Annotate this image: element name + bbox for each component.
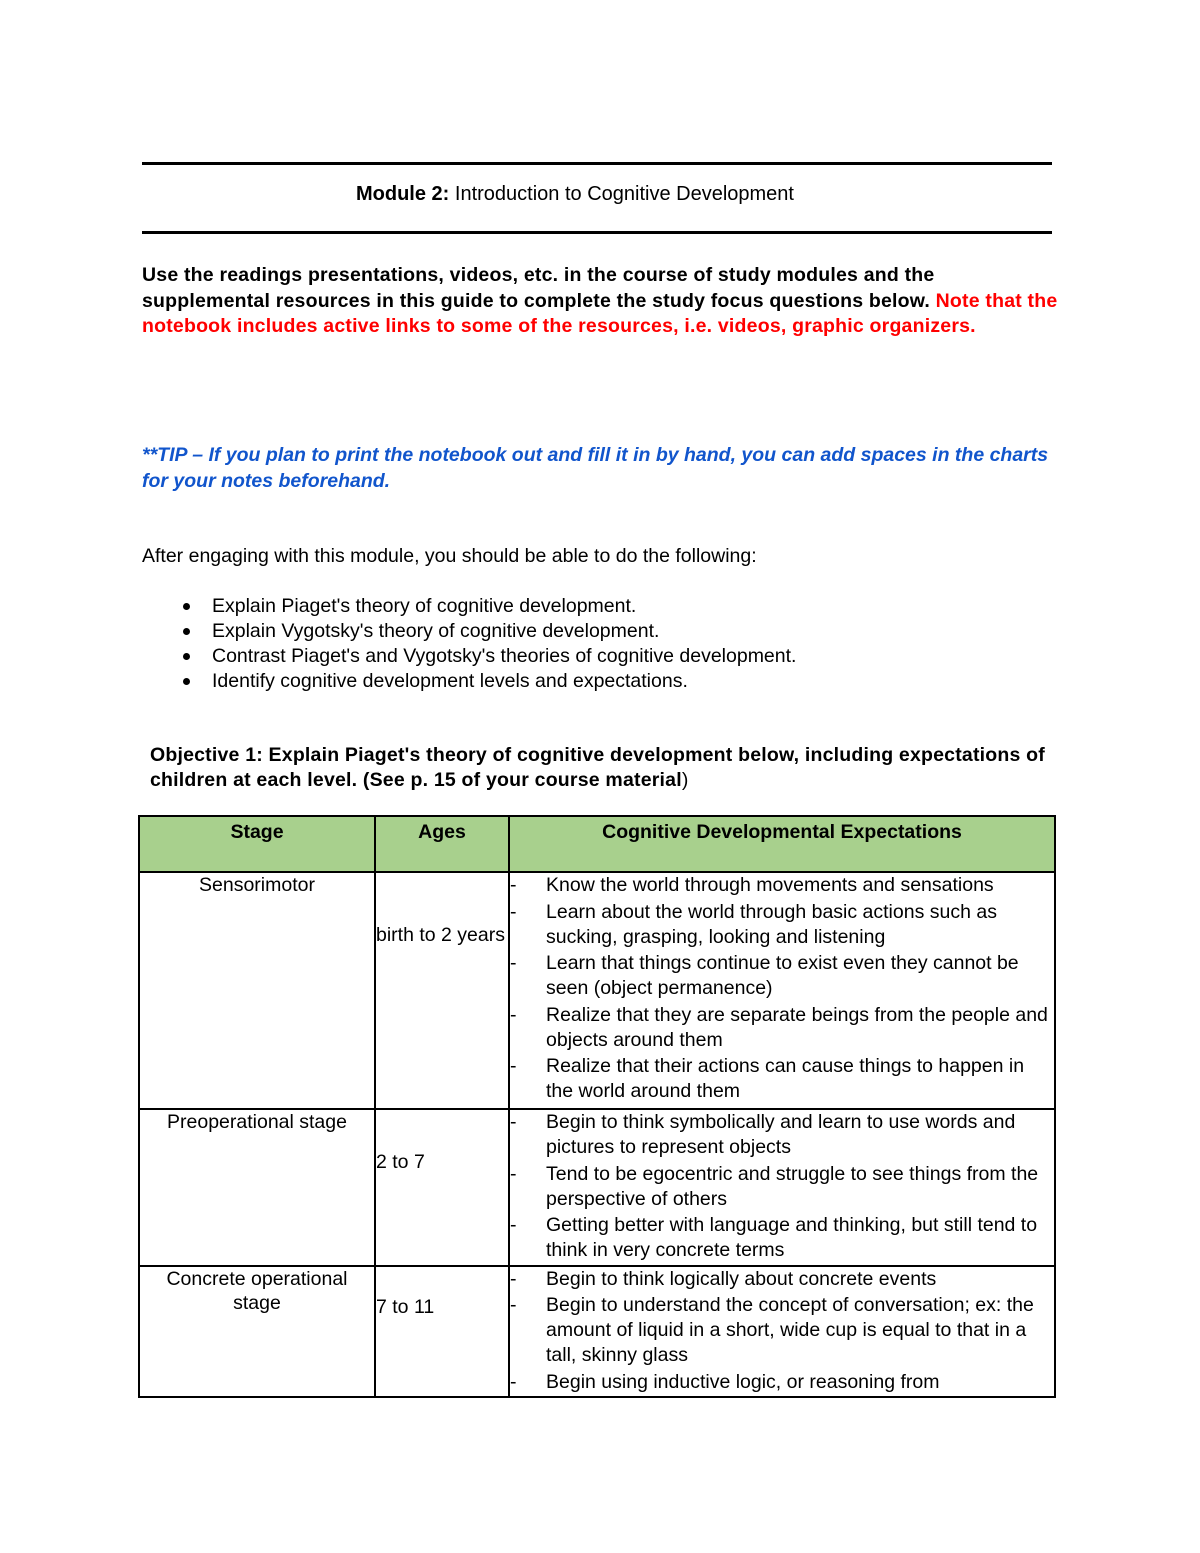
outcomes-list [142,594,1062,694]
list-item [142,669,1062,694]
list-item [510,1370,1054,1395]
table-row [139,1109,1055,1266]
list-item [510,900,1054,950]
list-item [510,1162,1054,1212]
intro-note: Note that the notebook includes active links to some of the resources, i.e. videos, graphic organizers. [142,289,1058,337]
tip-paragraph: **TIP – If you plan to print the notebook out and fill it in by hand, you can add spaces in the charts for your notes beforehand. [142,444,1049,492]
column-header-expectations: Cognitive Developmental Expectations [509,816,1055,872]
dash-marker: - [510,1294,517,1316]
outcome-text: Explain Vygotsky's theory of cognitive development. [212,620,660,642]
expectation-text: Learn about the world through basic actions such as sucking, grasping, looking and listening [546,900,997,948]
dash-marker: - [510,1267,517,1290]
ages-cell: 7 to 11 [375,1266,509,1398]
expectation-text: Begin to think logically about concrete events [546,1267,937,1290]
table-header-row [139,816,1055,872]
list-item [510,951,1054,1001]
objective-close: ) [681,769,689,791]
expectations-list [510,1267,1054,1395]
list-item [510,1267,1054,1292]
outcome-text: Explain Piaget's theory of cognitive development. [212,595,637,617]
dash-marker: - [510,952,517,974]
dash-marker: - [510,1055,517,1077]
expectation-text: Begin using inductive logic, or reasoning from [546,1370,940,1393]
stage-cell: Concrete operational stage [139,1266,375,1398]
dash-marker: - [510,1003,517,1026]
dash-marker: - [510,900,517,923]
expectation-text: Realize that they are separate beings from the people and objects around them [546,1003,1048,1051]
stage-cell: Preoperational stage [139,1109,375,1266]
top-rule [142,162,1052,165]
dash-marker: - [510,1214,517,1236]
expectation-text: Begin to think symbolically and learn to use words and pictures to represent objects [546,1111,1016,1158]
list-item [142,594,1062,619]
list-item [510,873,1054,898]
expectation-text: Begin to understand the concept of conversation; ex: the amount of liquid in a short, wide cup is equal to that in a tall, skinny glass [546,1294,1034,1366]
dash-marker: - [510,1111,517,1133]
expectation-text: Realize that their actions can cause things to happen in the world around them [546,1055,1025,1102]
list-item [510,1213,1054,1263]
bullet-icon [183,653,190,660]
expectations-list [510,873,1054,1104]
expectations-cell [509,872,1055,1109]
intro-text: Use the readings presentations, videos, etc. in the course of study modules and the supplemental resources in this guide to complete the study focus questions below. [142,264,936,312]
dash-marker: - [510,1370,517,1393]
stage-cell: Sensorimotor [139,872,375,1109]
expectation-text: Tend to be egocentric and struggle to see things from the perspective of others [546,1162,1039,1210]
intro-paragraph [142,263,1062,340]
bullet-icon [183,628,190,635]
list-item [510,1110,1054,1160]
outcome-text: Identify cognitive development levels and expectations. [212,670,688,692]
list-item [142,644,1062,669]
list-item [510,1293,1054,1368]
ages-cell: 2 to 7 [375,1109,509,1266]
dash-marker: - [510,874,517,896]
module-name: Introduction to Cognitive Development [449,183,794,205]
column-header-ages: Ages [375,816,509,872]
outcome-text: Contrast Piaget's and Vygotsky's theories of cognitive development. [212,645,797,667]
objective-text: Objective 1: Explain Piaget's theory of cognitive development below, including expectations of children at each level. (See p. 15 of your course material [150,744,1045,791]
outcomes-lead: After engaging with this module, you should be able to do the following: [142,545,757,567]
dash-marker: - [510,1162,517,1185]
bullet-icon [183,678,190,685]
expectation-text: Know the world through movements and sensations [546,874,994,896]
expectation-text: Getting better with language and thinking, but still tend to think in very concrete terms [546,1214,1038,1261]
list-item [510,1003,1054,1053]
expectations-cell [509,1109,1055,1266]
list-item [510,1054,1054,1104]
column-header-stage: Stage [139,816,375,872]
bottom-rule [142,231,1052,234]
expectation-text: Learn that things continue to exist even they cannot be seen (object permanence) [546,952,1019,999]
ages-cell: birth to 2 years [375,872,509,1109]
expectations-cell [509,1266,1055,1398]
table-row [139,872,1055,1109]
piaget-stages-table [138,815,1056,1398]
module-label: Module 2: [356,183,450,205]
bullet-icon [183,603,190,610]
list-item [142,619,1062,644]
objective-1-heading [150,743,1050,793]
expectations-list [510,1110,1054,1263]
table-row [139,1266,1055,1398]
module-title [0,183,1150,206]
